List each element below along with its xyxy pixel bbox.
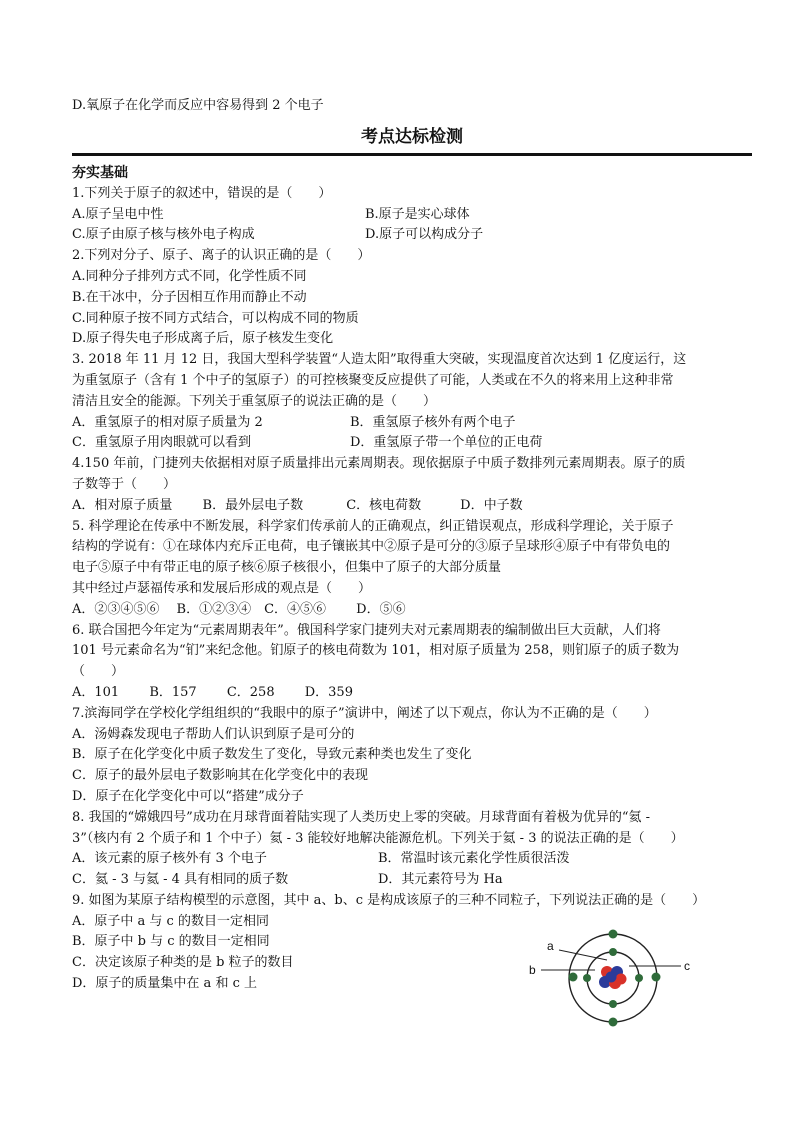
nucleus	[599, 966, 627, 989]
question-stem-line-3: 电子⑤原子中有带正电的原子核⑥原子核很小，但集中了原子的大部分质量	[72, 560, 502, 576]
question-8	[72, 808, 752, 891]
option-d: D．重氢原子带一个单位的正电荷	[350, 435, 543, 451]
question-6	[72, 621, 752, 704]
question-stem-line-3: （ ）	[72, 664, 125, 680]
question-5	[72, 517, 752, 621]
question-1	[72, 184, 752, 246]
electron	[583, 974, 591, 982]
option-d: D．原子的质量集中在 a 和 c 上	[72, 976, 257, 992]
option-c: C.同种原子按不同方式结合，可以构成不同的物质	[72, 310, 359, 326]
electron	[609, 948, 617, 956]
question-7	[72, 704, 752, 808]
question-stem-line-2: 为重氢原子（含有 1 个中子的氢原子）的可控核聚变反应提供了可能，人类或在不久的将来用上这种非常	[72, 372, 674, 388]
electron	[609, 1000, 617, 1008]
option-a: A．该元素的原子核外有 3 个电子	[72, 851, 267, 867]
option-c: C．重氢原子用肉眼就可以看到	[72, 435, 251, 451]
question-stem: 7.滨海同学在学校化学组组织的“我眼中的原子”演讲中，阐述了以下观点，你认为不正确的是（ ）	[72, 705, 657, 721]
option-b: B.在干冰中，分子因相互作用而静止不动	[72, 289, 307, 305]
question-stem-line-2: 3”（核内有 2 个质子和 1 个中子）氦 - 3 能较好地解决能源危机。下列关于氦 - 3 的说法正确的是（ ）	[72, 830, 684, 846]
option-d: D．其元素符号为 Ha	[378, 872, 503, 888]
question-stem-line-3: 清洁且安全的能源。下列关于重氢原子的说法正确的是（ ）	[72, 393, 437, 409]
option-c: C．决定该原子种类的是 b 粒子的数目	[72, 955, 294, 971]
option-c: C.原子由原子核与核外电子构成	[72, 227, 255, 243]
options-row: A．②③④⑤⑥ B．①②③④ C．④⑤⑥ D．⑤⑥	[72, 601, 406, 617]
question-stem: 9. 如图为某原子结构模型的示意图，其中 a、b、c 是构成该原子的三种不同粒子，下列说法正确的是（ ）	[72, 892, 706, 908]
options-row: A．101 B．157 C．258 D．359	[72, 684, 353, 700]
option-b: B．常温时该元素化学性质很活泼	[378, 851, 570, 867]
option-a: A．汤姆森发现电子帮助人们认识到原子是可分的	[72, 726, 355, 742]
option-a: A.同种分子排列方式不同，化学性质不同	[72, 268, 307, 284]
question-4	[72, 454, 752, 516]
option-d: D.原子可以构成分子	[365, 227, 484, 243]
question-stem-line-1: 8. 我国的“嫦娥四号”成功在月球背面着陆实现了人类历史上零的突破。月球背面有着极为优异的“氦 -	[72, 809, 650, 825]
option-c: C．原子的最外层电子数影响其在化学变化中的表现	[72, 768, 368, 784]
question-stem-line-2: 子数等于（ ）	[72, 476, 177, 492]
electron	[652, 973, 661, 982]
section-heading: 夯实基础	[72, 164, 128, 181]
question-stem-line-1: 3. 2018 年 11 月 12 日，我国大型科学装置“人造太阳”取得重大突破，实现温度首次达到 1 亿度运行，这	[72, 352, 687, 368]
question-stem-line-1: 5. 科学理论在传承中不断发展，科学家们传承前人的正确观点，纠正错误观点，形成科学理论，关于原子	[72, 518, 674, 534]
question-stem-line-2: 101 号元素命名为“钔”来纪念他。钔原子的核电荷数为 101，相对原子质量为 258，则钔原子的质子数为	[72, 643, 680, 659]
proton	[616, 974, 627, 985]
question-stem-line-1: 4.150 年前，门捷列夫依据相对原子质量排出元素周期表。现依据原子中质子数排列元素周期表。原子的质	[72, 456, 686, 472]
question-stem-line-1: 6. 联合国把今年定为“元素周期表年”。俄国科学家门捷列夫对元素周期表的编制做出巨大贡献，人们将	[72, 622, 661, 638]
question-stem-line-2: 结构的学说有：①在球体内充斥正电荷，电子镶嵌其中②原子是可分的③原子呈球形④原子中有带负电的	[72, 539, 671, 555]
option-b: B．原子在化学变化中质子数发生了变化，导致元素种类也发生了变化	[72, 747, 472, 763]
electron	[569, 973, 578, 982]
page-title: 考点达标检测	[361, 126, 463, 147]
option-a: A．原子中 a 与 c 的数目一定相同	[72, 913, 269, 929]
question-stem-line-4: 其中经过卢瑟福传承和发展后形成的观点是（ ）	[72, 580, 372, 596]
atom-structure-diagram	[525, 928, 695, 1028]
question-stem: 2.下列对分子、原子、离子的认识正确的是（ ）	[72, 248, 371, 264]
option-c: C．氦 - 3 与氦 - 4 具有相同的质子数	[72, 872, 289, 888]
options-row: A．相对原子质量 B．最外层电子数 C．核电荷数 D．中子数	[72, 497, 523, 513]
option-d: D.原子得失电子形成离子后，原子核发生变化	[72, 331, 334, 347]
title-divider	[72, 153, 752, 156]
label-c: c	[684, 959, 690, 973]
electron	[609, 930, 618, 939]
option-b: B.原子是实心球体	[365, 206, 470, 222]
question-2	[72, 246, 752, 350]
question-stem: 1.下列关于原子的叙述中，错误的是（ ）	[72, 185, 332, 201]
electron	[635, 974, 643, 982]
worksheet-page	[72, 96, 752, 995]
option-b: B．原子中 b 与 c 的数目一定相同	[72, 934, 270, 950]
option-d: D．原子在化学变化中可以“搭建”成分子	[72, 788, 304, 804]
neutron	[606, 972, 617, 983]
question-3	[72, 350, 752, 454]
electron	[609, 1018, 618, 1027]
label-a: a	[547, 939, 554, 953]
option-a: A．重氢原子的相对原子质量为 2	[72, 414, 263, 430]
option-b: B．重氢原子核外有两个电子	[350, 414, 516, 430]
prev-question-option-d: D.氧原子在化学而反应中容易得到 2 个电子	[72, 98, 324, 113]
label-b: b	[529, 963, 536, 977]
option-a: A.原子呈电中性	[72, 206, 164, 222]
